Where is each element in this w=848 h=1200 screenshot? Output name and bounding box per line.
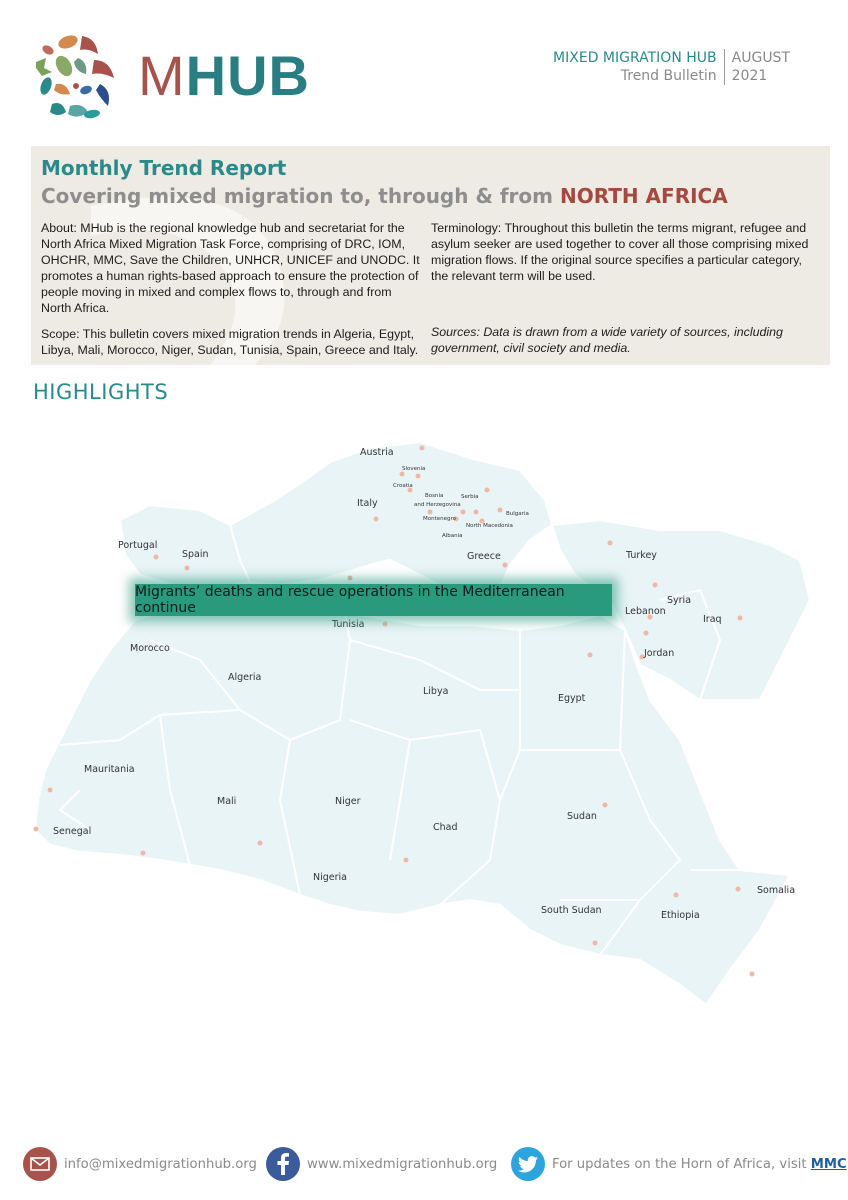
- map-label-algeria: Algeria: [228, 672, 262, 683]
- map-label-montenegro: Montenegro: [423, 516, 457, 522]
- map-label-italy: Italy: [357, 498, 378, 509]
- brand-hub: HUB: [185, 44, 310, 107]
- map-label-austria: Austria: [360, 447, 394, 458]
- map-label-herzegovina: and Herzegovina: [414, 502, 461, 508]
- map-label-morocco: Morocco: [130, 643, 170, 654]
- hub-name: MIXED MIGRATION HUB: [553, 50, 717, 66]
- map-label-libya: Libya: [423, 686, 449, 697]
- map-label-senegal: Senegal: [53, 826, 92, 837]
- bulletin-type: Trend Bulletin: [620, 68, 717, 84]
- map-label-nigeria: Nigeria: [313, 872, 347, 883]
- map-label-south-sudan: South Sudan: [541, 905, 602, 916]
- map-label-north-macedonia: North Macedonia: [466, 523, 513, 529]
- map-label-egypt: Egypt: [558, 693, 586, 704]
- map-label-bulgaria: Bulgaria: [506, 511, 529, 517]
- about-text: About: MHub is the regional knowledge hub and secretariat for the North Africa Mixed Migration Task Force, comprising of DRC, IOM, OHCHR, MMC, Save the Children, UNHCR, UNICEF and UNODC. It promotes a human rights-based approach to ensure the protection of people moving in mixed and complex flows to, through and from North Africa.: [41, 221, 420, 315]
- map-label-chad: Chad: [433, 822, 458, 833]
- map-label-turkey: Turkey: [626, 550, 657, 561]
- map-label-tunisia: Tunisia: [332, 619, 365, 630]
- map-label-mali: Mali: [217, 796, 237, 807]
- map-label-iraq: Iraq: [703, 614, 722, 625]
- report-subtitle: [41, 184, 728, 208]
- map-europe: [120, 442, 552, 598]
- map-label-jordan: Jordan: [644, 648, 675, 659]
- footer-website-text[interactable]: www.mixedmigrationhub.org: [307, 1156, 498, 1172]
- report-title: Monthly Trend Report: [41, 156, 287, 180]
- brand-wordmark: [138, 46, 310, 106]
- map-label-spain: Spain: [182, 549, 209, 560]
- terminology-text: Terminology: Throughout this bulletin the terms migrant, refugee and asylum seeker are used together to cover all those comprising mixed migration flows. If the original source specifies a particular category, the relevant term will be used.: [431, 221, 809, 283]
- subtitle-region: NORTH AFRICA: [559, 184, 728, 208]
- map-label-portugal: Portugal: [118, 540, 158, 551]
- mmc-link[interactable]: MMC: [810, 1156, 847, 1172]
- map-label-serbia: Serbia: [461, 494, 479, 500]
- footer-twitter: [511, 1146, 847, 1182]
- map-label-syria: Syria: [667, 595, 692, 606]
- mhub-logo-icon: [22, 28, 128, 128]
- map-label-albania: Albania: [442, 533, 463, 539]
- brand-m: M: [138, 44, 186, 107]
- highlights-heading: HIGHLIGHTS: [33, 380, 169, 404]
- footer-twitter-text: [552, 1157, 847, 1172]
- map-label-niger: Niger: [335, 796, 361, 807]
- bulletin-year: 2021: [731, 68, 768, 84]
- map-label-ethiopia: Ethiopia: [661, 910, 700, 921]
- footer-email[interactable]: [23, 1146, 257, 1182]
- scope-text: Scope: This bulletin covers mixed migration trends in Algeria, Egypt, Libya, Mali, Morocco, Niger, Sudan, Tunisia, Spain, Greece and Italy.: [41, 327, 419, 357]
- footer-email-text[interactable]: info@mixedmigrationhub.org: [64, 1156, 257, 1172]
- subtitle-prefix: Covering mixed migration to, through & from: [41, 184, 553, 208]
- bulletin-month: AUGUST: [731, 50, 790, 66]
- bulletin-info: [553, 49, 790, 85]
- sources-text: Sources: Data is drawn from a wide variety of sources, including government, civil society and media.: [431, 325, 783, 355]
- map-label-mauritania: Mauritania: [84, 764, 135, 775]
- facebook-icon: [266, 1147, 300, 1181]
- map-label-greece: Greece: [467, 551, 501, 562]
- intro-box: [31, 146, 830, 365]
- map-label-somalia: Somalia: [757, 885, 796, 896]
- map-label-bosnia: Bosnia: [425, 493, 444, 499]
- map-label-slovenia: Slovenia: [402, 466, 426, 472]
- twitter-prompt: For updates on the Horn of Africa, visit: [552, 1156, 807, 1172]
- email-icon: [23, 1147, 57, 1181]
- region-map: [0, 415, 848, 1025]
- footer-website[interactable]: [266, 1146, 497, 1182]
- highlight-headline[interactable]: Migrants’ deaths and rescue operations in the Mediterranean continue: [135, 584, 612, 616]
- twitter-icon[interactable]: [511, 1147, 545, 1181]
- map-label-sudan: Sudan: [567, 811, 597, 822]
- map-label-lebanon: Lebanon: [625, 606, 666, 617]
- map-label-croatia: Croatia: [393, 483, 413, 489]
